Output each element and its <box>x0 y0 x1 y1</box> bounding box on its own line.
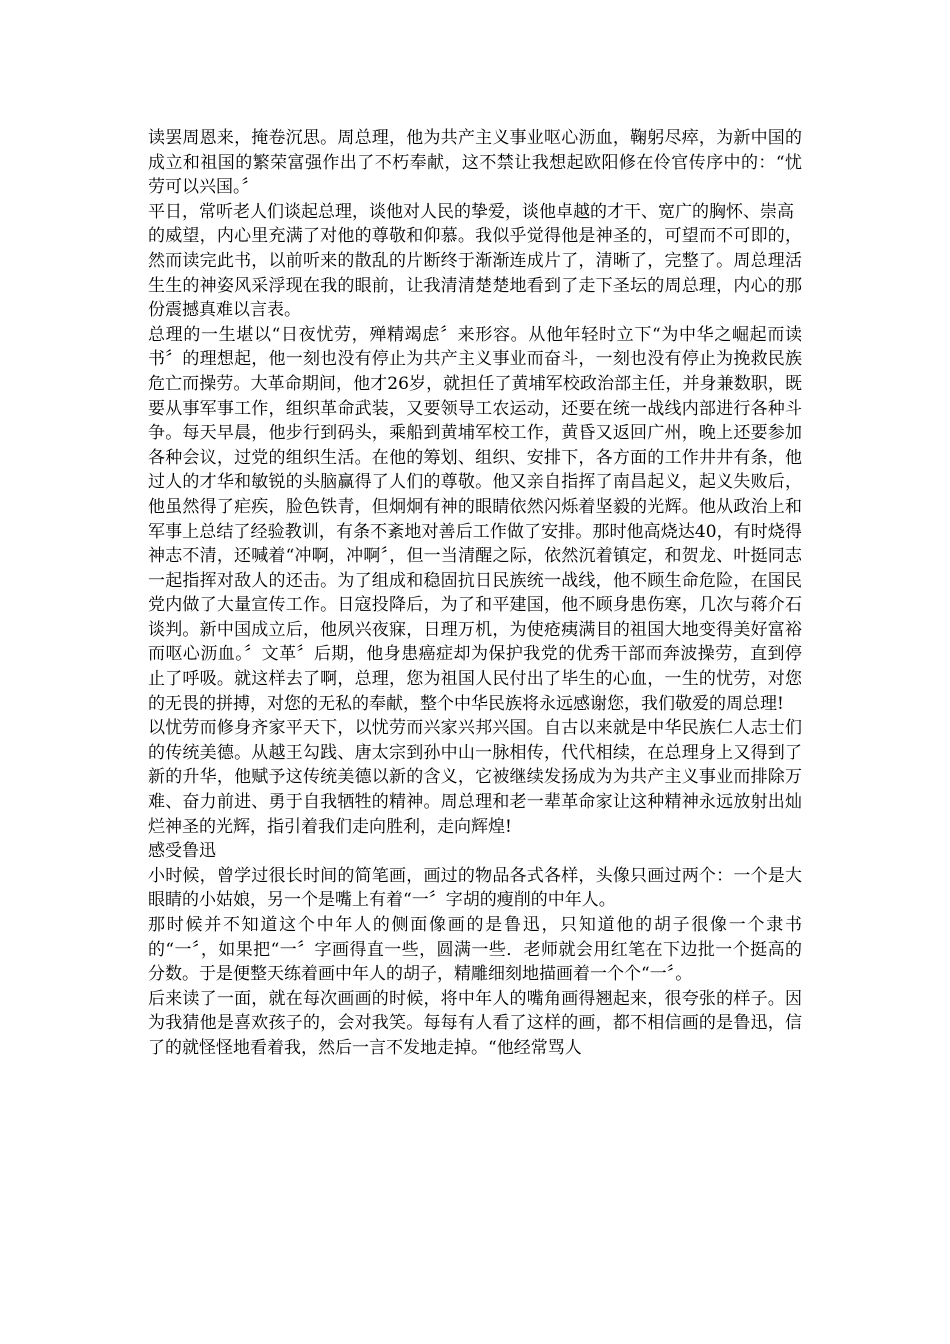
paragraph-lifelong-toil: 总理的一生堪以“日夜忧劳，殚精竭虑〞来形容。从他年轻时立下“为中华之崛起而读书〞的理想起，他一刻也没有停止为共产主义事业而奋斗，一刻也没有停止为挽救民族危亡而操劳。大革命期间，他才26岁，就担任了黄埔军校政治部主任，并身兼数职，既要从事军事工作，组织革命武装，又要领导工农运动，还要在统一战线内部进行各种斗争。每天早晨，他步行到码头，乘船到黄埔军校工作，黄昏又返回广州，晚上还要参加各种会议，过党的组织生活。在他的筹划、组织、安排下，各方面的工作井井有条，他过人的才华和敏锐的头脑赢得了人们的尊敬。他又亲自指挥了南昌起义，起义失败后，他虽然得了疟疾，脸色铁青，但炯炯有神的眼睛依然闪烁着坚毅的光辉。他从政治上和军事上总结了经验教训，有条不紊地对善后工作做了安排。那时他高烧达40，有时烧得神志不清，还喊着“冲啊，冲啊〞，但一当清醒之际，依然沉着镇定，和贺龙、叶挺同志一起指挥对敌人的还击。为了组成和稳固抗日民族统一战线，他不顾生命危险，在国民党内做了大量宣传工作。日寇投降后，为了和平建国，他不顾身患伤寒，几次与蒋介石谈判。新中国成立后，他夙兴夜寐，日理万机，为使疮痍满目的祖国大地变得美好富裕而呕心沥血。〞文革〞后期，他身患癌症却为保护我党的优秀干部而奔波操劳，直到停止了呼吸。就这样去了啊，总理，您为祖国人民付出了毕生的心血，一生的忧劳，对您的无畏的拼搏，对您的无私的奉献，整个中华民族将永远感谢您，我们敬爱的周总理! <box>148 324 802 714</box>
paragraph-elders-talk: 平日，常听老人们谈起总理，谈他对人民的挚爱，谈他卓越的才干、宽广的胸怀、崇高 <box>148 201 794 222</box>
paragraph-smiling-face: 后来读了一面，就在每次画画的时候，将中年人的嘴角画得翘起来，很夸张的样子。因为我猜他是喜欢孩子的，会对我笑。每每有人看了这样的画，都不相信画的是鲁迅，信了的就怪怪地看着我，然后一言不发地走掉。“他经常骂人 <box>148 988 802 1058</box>
paragraph-traditional-virtue: 以忧劳而修身齐家平天下，以忧劳而兴家兴邦兴国。自古以来就是中华民族仁人志士们的传统美德。从越王勾践、唐太宗到孙中山一脉相传，代代相续，在总理身上又得到了新的升华，他赋予这传统美德以新的含义，它被继续发扬成为为共产主义事业而排除万难、奋力前进、勇于自我牺牲的精神。周总理和老一辈革命家让这种精神永远放射出灿烂神圣的光辉，指引着我们走向胜利，走向辉煌! <box>148 718 802 837</box>
section-title-lu-xun: 感受鲁迅 <box>148 841 216 862</box>
paragraph-reading-zhou: 读罢周恩来，掩卷沉思。周总理，他为共产主义事业呕心沥血，鞠躬尽瘁，为新中国的成立和祖国的繁荣富强作出了不朽奉献，这不禁让我想起欧阳修在伶官传序中的：“忧劳可以兴国。〞 <box>148 128 802 198</box>
paragraph-prestige: 的威望，内心里充满了对他的尊敬和仰慕。我似乎觉得他是神圣的，可望而不可即的，然而读完此书，以前听来的散乱的片断终于渐渐连成片了，清晰了，完整了。周总理活生生的神姿风采浮现在我的眼前，让我清清楚楚地看到了走下圣坛的周总理，内心的那份震撼真难以言表。 <box>148 226 802 321</box>
paragraph-mustache: 那时候并不知道这个中年人的侧面像画的是鲁迅，只知道他的胡子很像一个隶书的“一〞，如果把“一〞字画得直一些，圆满一些．老师就会用红笔在下边批一个挺高的分数。于是便整天练着画中年人的胡子，精雕细刻地描画着一个个“一〞。 <box>148 915 802 985</box>
document-body <box>148 126 802 1061</box>
paragraph-childhood-drawing: 小时候，曾学过很长时间的简笔画，画过的物品各式各样，头像只画过两个：一个是大眼睛的小姑娘，另一个是嘴上有着“一〞字胡的瘦削的中年人。 <box>148 865 802 911</box>
